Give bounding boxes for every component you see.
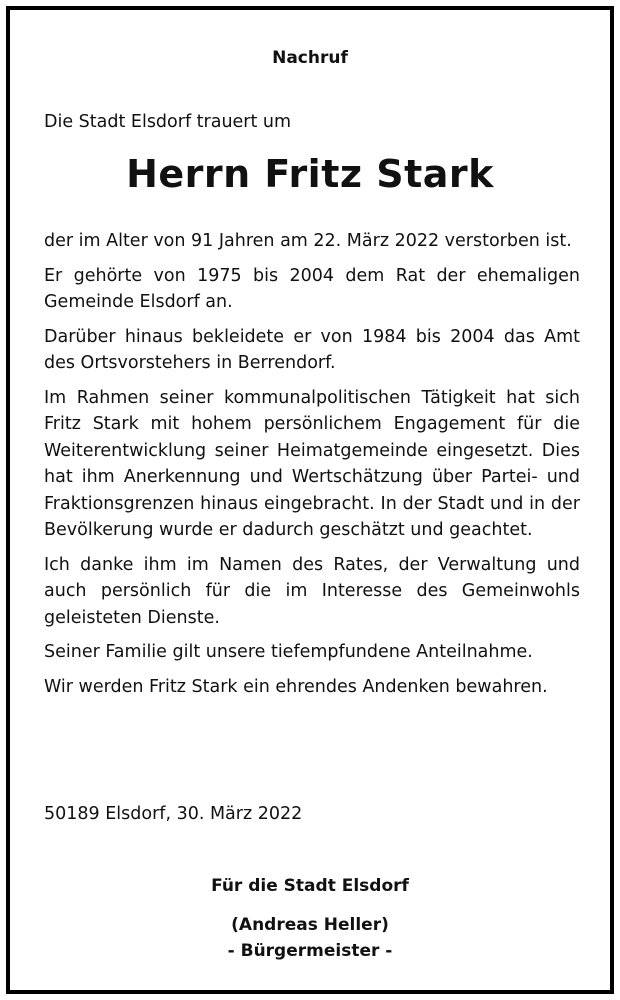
paragraph-condolence: Seiner Familie gilt unsere tiefempfundene Anteilnahme. [44,642,533,662]
paragraph-thanks: Ich danke ihm im Namen des Rates, der Verwaltung und auch persönlich für die im Interesse des Gemeinwohls geleisteten Dienste. [44,554,580,628]
signature-name: (Andreas Heller) [231,915,389,935]
paragraph-office: Darüber hinaus bekleidete er von 1984 bis 2004 das Amt des Ortsvorstehers in Berrendorf. [44,326,580,373]
place-and-date: 50189 Elsdorf, 30. März 2022 [44,804,303,824]
signature-organization: Für die Stadt Elsdorf [211,876,409,896]
signature-title: - Bürgermeister - [227,941,393,961]
obituary-notice [6,6,614,994]
paragraph-age: der im Alter von 91 Jahren am 22. März 2022 verstorben ist. [44,231,572,251]
notice-heading: Nachruf [272,48,348,68]
deceased-name: Herrn Fritz Stark [126,152,494,196]
intro-line: Die Stadt Elsdorf trauert um [44,112,292,132]
paragraph-council: Er gehörte von 1975 bis 2004 dem Rat der ehemaligen Gemeinde Elsdorf an. [44,265,580,312]
notice-body [44,228,580,708]
paragraph-remembrance: Wir werden Fritz Stark ein ehrendes Andenken bewahren. [44,676,548,697]
paragraph-engagement: Im Rahmen seiner kommunalpolitischen Tätigkeit hat sich Fritz Stark mit hohem persönlichem Engagement für die Weiterentwicklung seiner Heimatgemeinde eingesetzt. Dies hat ihm Anerkennung und Wertschätzung über Partei- und Fraktionsgrenzen hinaus eingebracht. In der Stadt und in der Bevölkerung wurde er dadurch geschätzt und geachtet. [44,387,580,540]
signature-block [10,876,610,964]
